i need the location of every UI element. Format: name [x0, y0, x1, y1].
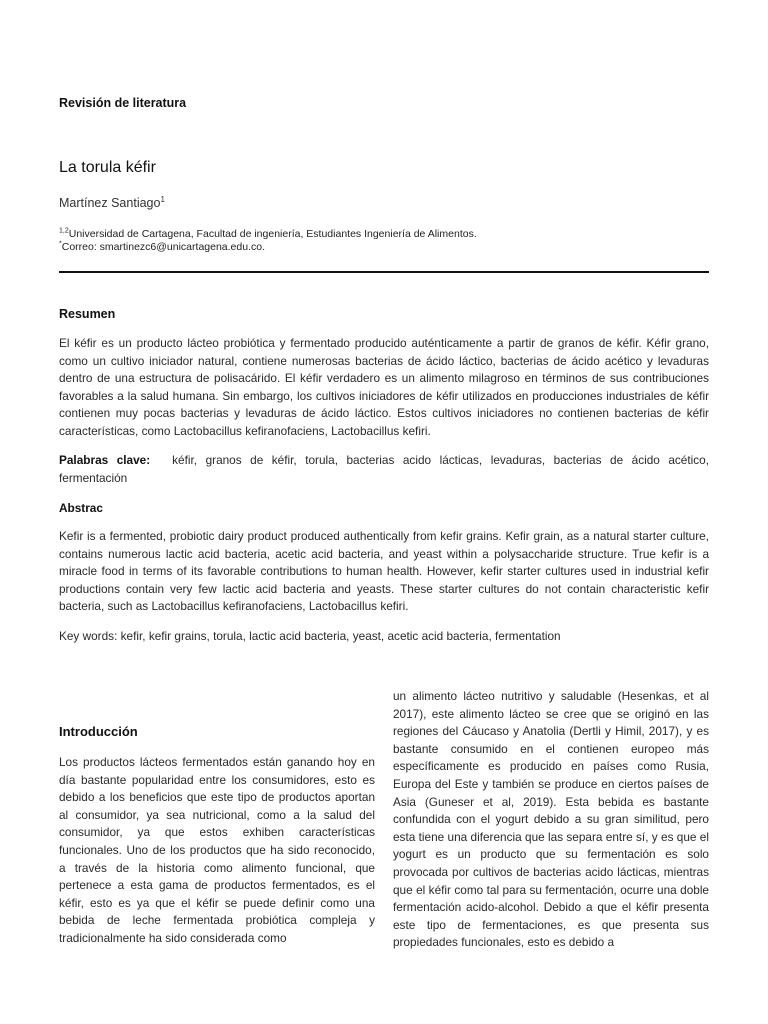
- author-name: Martínez Santiago: [59, 196, 161, 210]
- resumen-paragraph: El kéfir es un producto lácteo probiótica y fermentado producido auténticamente a partir de granos de kéfir. Kéfir grano, como un cultivo iniciador natural, contiene numerosas bacterias de ácido láctico, bacterias de ácido acético y levaduras dentro de una estructura de polisacárido. El kéfir verdadero es un alimento milagroso en términos de sus contribuciones favorables a la salud humana. Sin embargo, los cultivos iniciadores de kéfir utilizados en producciones industriales de kéfir contienen muy pocas bacterias y levaduras de ácido láctico. Estos cultivos iniciadores no contienen bacterias de kéfir características, como Lactobacillus kefiranofaciens, Lactobacillus kefiri.: [59, 336, 709, 438]
- affiliation-text: Universidad de Cartagena, Facultad de ingeniería, Estudiantes Ingeniería de Alimentos.: [68, 228, 477, 240]
- affiliation-line: [59, 228, 477, 241]
- resumen-heading: Resumen: [59, 307, 116, 321]
- email-superscript: *: [59, 240, 62, 248]
- palabras-clave-text: kéfir, granos de kéfir, torula, bacterias acido lácticas, levaduras, bacterias de ácido acético, fermentación: [59, 453, 710, 485]
- palabras-clave-label: Palabras clave:: [59, 453, 151, 467]
- header-divider: [59, 271, 709, 273]
- author-line: [59, 196, 165, 210]
- abstract-heading: Abstrac: [59, 501, 103, 515]
- document-title: La torula kéfir: [59, 159, 156, 176]
- email-text: Correo: smartinezc6@unicartagena.edu.co.: [61, 241, 265, 253]
- email-line: [59, 241, 477, 254]
- author-superscript: 1: [160, 194, 165, 204]
- abstract-paragraph: Kefir is a fermented, probiotic dairy product produced authentically from kefir grains. Kefir grain, as a natural starter culture, contains numerous lactic acid bacteria, acetic acid bacteria, and yeast within a polysaccharide structure. True kefir is a miracle food in terms of its favorable contributions to human health. However, kefir starter cultures used in industrial kefir productions contain very few lactic acid bacteria and yeasts. These starter cultures do not contain characteristic kefir bacteria, such as Lactobacillus kefiranofaciens, Lactobacillus kefiri.: [59, 529, 709, 614]
- palabras-clave-paragraph: [59, 452, 709, 487]
- affiliation-block: [59, 228, 477, 254]
- introduccion-heading: Introducción: [59, 724, 138, 739]
- key-words-paragraph: Key words: kefir, kefir grains, torula, lactic acid bacteria, yeast, acetic acid bacteria, fermentation: [59, 629, 561, 643]
- section-label: Revisión de literatura: [59, 96, 187, 110]
- affiliation-superscript: 1,2: [59, 227, 69, 235]
- introduccion-right-column: un alimento lácteo nutritivo y saludable (Hesenkas, et al 2017), este alimento lácteo se cree que se originó en las regiones del Cáucaso y Anatolia (Dertli y Himil, 2017), y es bastante consumido en el contienen europeo más específicamente es producido en países como Rusia, Europa del Este y también se produce en ciertos países de Asia (Guneser et al, 2019). Esta bebida es bastante confundida con el yogurt debido a su gran similitud, pero esta tiene una diferencia que las separa entre sí, y es que el yogurt es un producto que su fermentación es solo provocada por cultivos de bacterias acido lácticas, mientras que el kéfir como tal para su fermentación, ocurre una doble fermentación acido-alcohol. Debido a que el kéfir presenta este tipo de fermentaciones, es que presenta sus propiedades funcionales, esto es debido a: [393, 689, 709, 950]
- introduccion-left-column: Los productos lácteos fermentados están ganando hoy en día bastante popularidad entre los consumidores, esto es debido a los beneficios que este tipo de productos aportan al consumidor, ya sea nutricional, como a la salud del consumidor, ya que estos exhiben características funcionales. Uno de los productos que ha sido reconocido, a través de la historia como alimento funcional, que pertenece a esta gama de productos fermentados, es el kéfir, esto es ya que el kéfir se puede definir como una bebida de leche fermentada probiótica compleja y tradicionalmente ha sido considerada como: [59, 755, 375, 945]
